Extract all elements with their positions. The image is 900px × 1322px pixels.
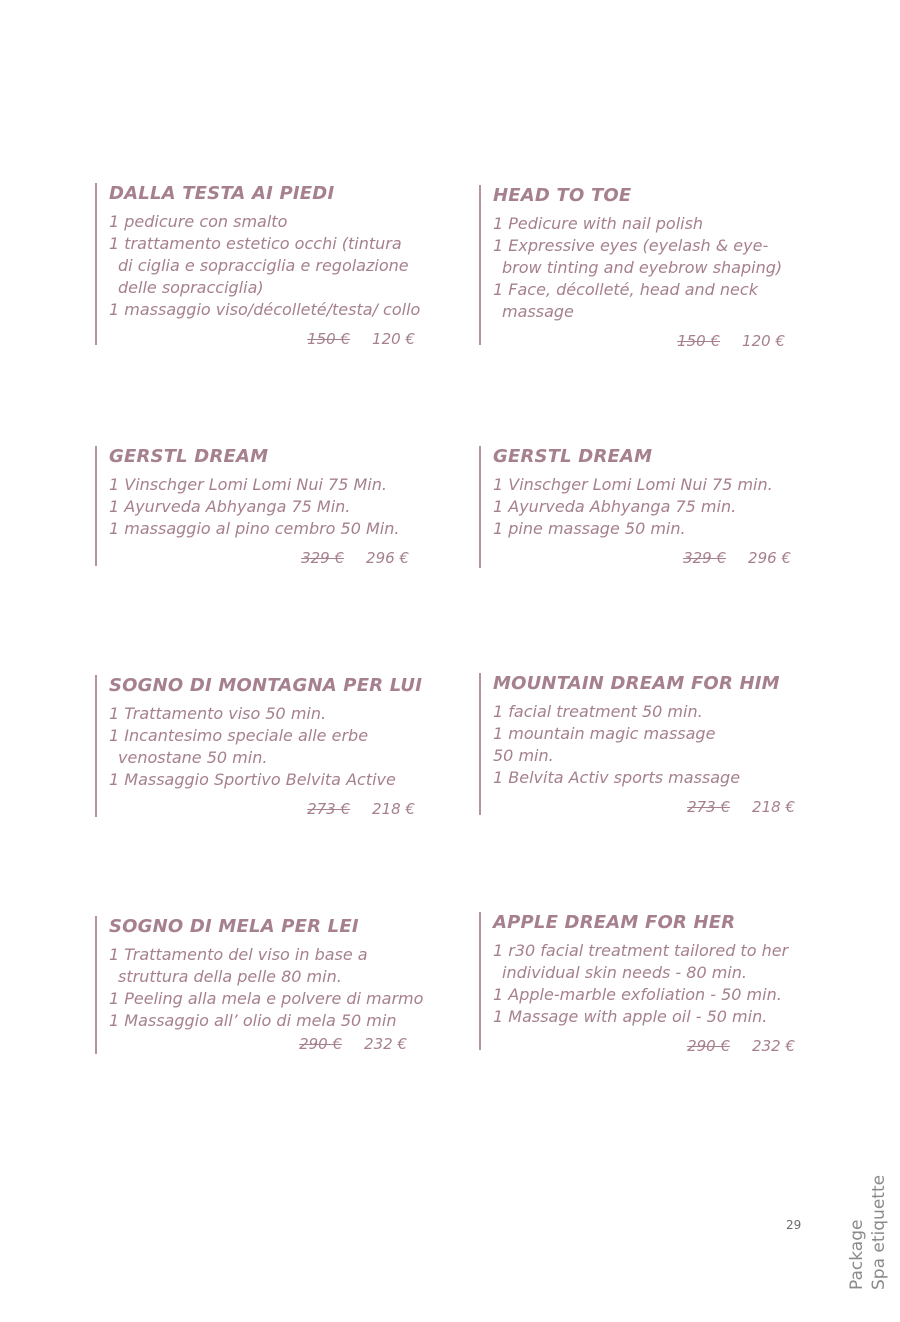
package-gerstl-dream-it xyxy=(95,446,425,566)
package-title: MOUNTAIN DREAM FOR HIM xyxy=(493,673,780,694)
package-mountain-dream xyxy=(479,673,799,815)
new-price: 232 € xyxy=(364,1035,407,1053)
package-title: GERSTL DREAM xyxy=(109,446,269,467)
package-item: 1 Massaggio all’ olio di mela 50 min xyxy=(109,1011,397,1030)
new-price: 218 € xyxy=(752,798,795,816)
package-title: SOGNO DI MONTAGNA PER LUI xyxy=(109,675,423,696)
package-head-to-toe xyxy=(479,185,799,350)
package-item: brow tinting and eyebrow shaping) xyxy=(502,258,783,277)
package-prices xyxy=(493,548,799,568)
package-item: struttura della pelle 80 min. xyxy=(118,967,342,986)
new-price: 296 € xyxy=(748,549,791,567)
new-price: 296 € xyxy=(366,549,409,567)
old-price: 290 € xyxy=(299,1035,343,1053)
old-price: 273 € xyxy=(307,800,351,818)
package-item: 1 Ayurveda Abhyanga 75 min. xyxy=(493,497,737,516)
package-item: 1 Peeling alla mela e polvere di marmo xyxy=(109,989,424,1008)
new-price: 120 € xyxy=(372,330,415,348)
package-title: SOGNO DI MELA PER LEI xyxy=(109,916,359,937)
package-item: 1 trattamento estetico occhi (tintura xyxy=(109,234,402,253)
package-item: 1 r30 facial treatment tailored to her xyxy=(493,941,789,960)
package-item: di ciglia e sopracciglia e regolazione xyxy=(118,256,409,275)
package-item: 1 Trattamento del viso in base a xyxy=(109,945,368,964)
package-sogno-di-mela xyxy=(95,916,425,1054)
package-item: 50 min. xyxy=(493,746,554,765)
package-item: 1 Massaggio Sportivo Belvita Active xyxy=(109,770,396,789)
new-price: 120 € xyxy=(742,332,785,350)
package-item: 1 Expressive eyes (eyelash & eye- xyxy=(493,236,769,255)
package-item: 1 Massage with apple oil - 50 min. xyxy=(493,1007,768,1026)
package-dalla-testa-ai-piedi xyxy=(95,183,425,348)
package-item: delle sopracciglia) xyxy=(118,278,264,297)
package-item: 1 massaggio al pino cembro 50 Min. xyxy=(109,519,400,538)
package-item: 1 Trattamento viso 50 min. xyxy=(109,704,327,723)
package-item: 1 Incantesimo speciale alle erbe xyxy=(109,726,369,745)
package-item: 1 massaggio viso/décolleté/testa/ collo xyxy=(109,300,421,319)
page-number: 29 xyxy=(786,1218,802,1232)
package-title: GERSTL DREAM xyxy=(493,446,653,467)
package-item: venostane 50 min. xyxy=(118,748,268,767)
old-price: 273 € xyxy=(687,798,731,816)
side-section-label xyxy=(846,1160,890,1290)
old-price: 329 € xyxy=(301,549,345,567)
package-item: 1 facial treatment 50 min. xyxy=(493,702,703,721)
old-price: 150 € xyxy=(307,330,351,348)
package-prices xyxy=(109,548,425,568)
package-prices xyxy=(109,1034,425,1054)
package-prices xyxy=(109,799,425,819)
package-item: individual skin needs - 80 min. xyxy=(502,963,747,982)
package-item: 1 Vinschger Lomi Lomi Nui 75 min. xyxy=(493,475,773,494)
new-price: 218 € xyxy=(372,800,415,818)
package-title: HEAD TO TOE xyxy=(493,185,632,206)
package-gerstl-dream-en xyxy=(479,446,799,568)
package-item: massage xyxy=(502,302,574,321)
package-sogno-di-montagna xyxy=(95,675,425,817)
package-prices xyxy=(493,1036,799,1056)
old-price: 329 € xyxy=(683,549,727,567)
package-prices xyxy=(493,331,799,351)
package-item: 1 Belvita Activ sports massage xyxy=(493,768,741,787)
package-item: 1 Vinschger Lomi Lomi Nui 75 Min. xyxy=(109,475,387,494)
package-item: 1 Pedicure with nail polish xyxy=(493,214,704,233)
package-title: DALLA TESTA AI PIEDI xyxy=(109,183,335,204)
side-section-subtitle: Spa etiquette xyxy=(869,1174,889,1290)
package-item: 1 pedicure con smalto xyxy=(109,212,288,231)
package-apple-dream xyxy=(479,912,799,1055)
package-title: APPLE DREAM FOR HER xyxy=(493,912,736,933)
old-price: 290 € xyxy=(687,1037,731,1055)
package-prices xyxy=(109,329,425,349)
side-section-title: Package xyxy=(847,1219,867,1290)
package-item: 1 mountain magic massage xyxy=(493,724,716,743)
new-price: 232 € xyxy=(752,1037,795,1055)
package-item: 1 Ayurveda Abhyanga 75 Min. xyxy=(109,497,351,516)
package-prices xyxy=(493,797,799,817)
package-item: 1 Apple-marble exfoliation - 50 min. xyxy=(493,985,782,1004)
package-item: 1 Face, décolleté, head and neck xyxy=(493,280,758,299)
package-item: 1 pine massage 50 min. xyxy=(493,519,686,538)
old-price: 150 € xyxy=(677,332,721,350)
